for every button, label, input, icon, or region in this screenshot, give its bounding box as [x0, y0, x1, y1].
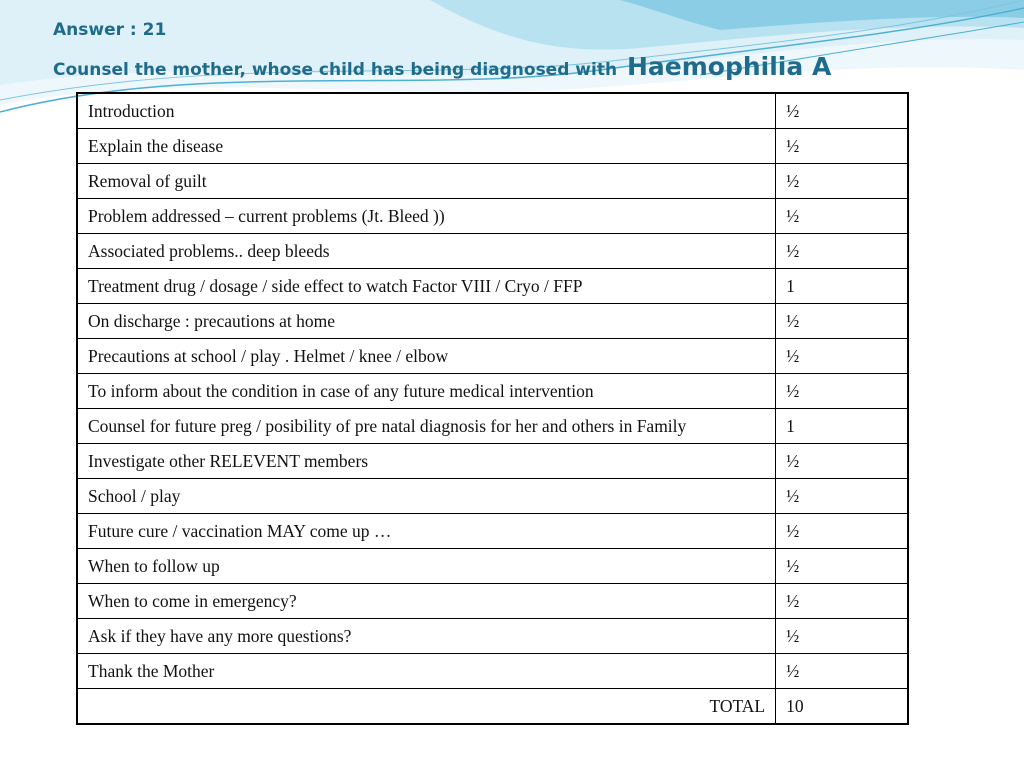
criterion-cell: Introduction: [77, 93, 776, 129]
table-row: [77, 374, 908, 409]
mark-cell: ½: [776, 164, 908, 199]
mark-cell: ½: [776, 444, 908, 479]
criterion-cell: On discharge : precautions at home: [77, 304, 776, 339]
mark-cell: ½: [776, 129, 908, 164]
table-row: [77, 514, 908, 549]
mark-cell: ½: [776, 199, 908, 234]
mark-cell: ½: [776, 514, 908, 549]
criterion-cell: School / play: [77, 479, 776, 514]
criterion-cell: Precautions at school / play . Helmet / knee / elbow: [77, 339, 776, 374]
criterion-cell: Treatment drug / dosage / side effect to watch Factor VIII / Cryo / FFP: [77, 269, 776, 304]
mark-cell: ½: [776, 654, 908, 689]
slide-title: [53, 18, 831, 83]
table-row: [77, 619, 908, 654]
mark-cell: ½: [776, 234, 908, 269]
total-row: [77, 689, 908, 725]
mark-cell: ½: [776, 339, 908, 374]
mark-cell: ½: [776, 584, 908, 619]
criterion-cell: To inform about the condition in case of any future medical intervention: [77, 374, 776, 409]
marking-scheme-body: [77, 93, 908, 724]
mark-cell: ½: [776, 304, 908, 339]
table-row: [77, 234, 908, 269]
table-row: [77, 654, 908, 689]
table-row: [77, 339, 908, 374]
table-row: [77, 164, 908, 199]
criterion-cell: When to follow up: [77, 549, 776, 584]
criterion-cell: Future cure / vaccination MAY come up …: [77, 514, 776, 549]
criterion-cell: Removal of guilt: [77, 164, 776, 199]
marking-scheme-table: [76, 92, 909, 725]
question-topic: Haemophilia A: [627, 52, 832, 81]
table-row: [77, 479, 908, 514]
table-row: [77, 444, 908, 479]
criterion-cell: Counsel for future preg / posibility of pre natal diagnosis for her and others in Family: [77, 409, 776, 444]
mark-cell: ½: [776, 619, 908, 654]
table-row: [77, 129, 908, 164]
question-text: Counsel the mother, whose child has being diagnosed with: [53, 60, 618, 80]
mark-cell: ½: [776, 374, 908, 409]
table-row: [77, 549, 908, 584]
mark-cell: ½: [776, 93, 908, 129]
table-row: [77, 269, 908, 304]
mark-cell: 1: [776, 409, 908, 444]
mark-cell: ½: [776, 549, 908, 584]
criterion-cell: When to come in emergency?: [77, 584, 776, 619]
question-line: [53, 54, 831, 83]
criterion-cell: Problem addressed – current problems (Jt. Bleed )): [77, 199, 776, 234]
criterion-cell: Ask if they have any more questions?: [77, 619, 776, 654]
mark-cell: 1: [776, 269, 908, 304]
table-row: [77, 199, 908, 234]
total-value: 10: [776, 689, 908, 725]
mark-cell: ½: [776, 479, 908, 514]
criterion-cell: Thank the Mother: [77, 654, 776, 689]
criterion-cell: Investigate other RELEVENT members: [77, 444, 776, 479]
total-label: TOTAL: [77, 689, 776, 725]
table-row: [77, 93, 908, 129]
answer-label: Answer : 21: [53, 20, 167, 40]
criterion-cell: Explain the disease: [77, 129, 776, 164]
criterion-cell: Associated problems.. deep bleeds: [77, 234, 776, 269]
table-row: [77, 304, 908, 339]
table-row: [77, 584, 908, 619]
table-row: [77, 409, 908, 444]
